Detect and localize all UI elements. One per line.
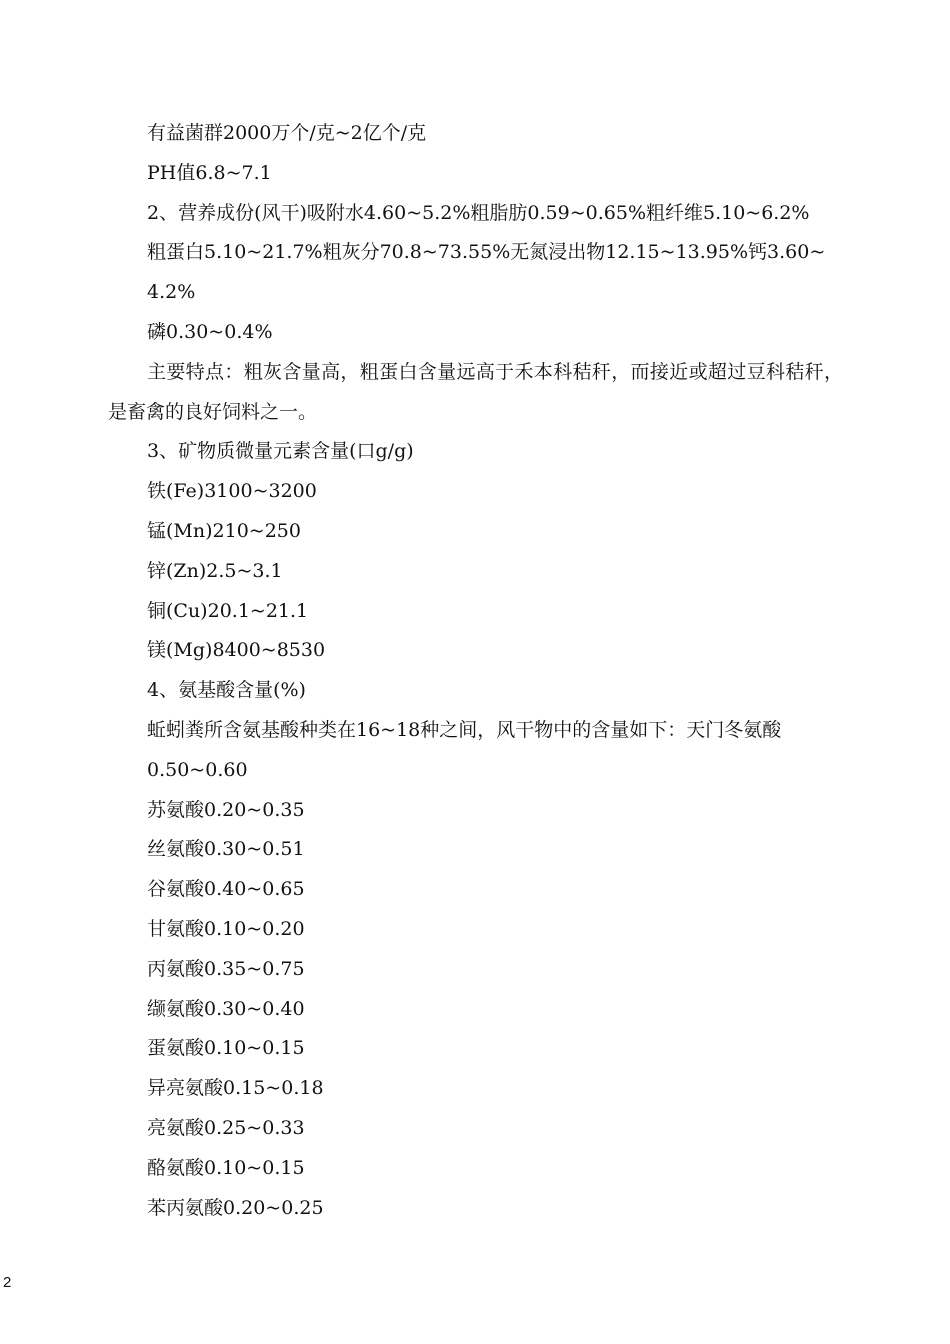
text-line: 丙氨酸0.35~0.75 xyxy=(147,957,305,980)
section-heading-amino-acids: 4、氨基酸含量(%) xyxy=(147,679,306,702)
text-line: PH值6.8~7.1 xyxy=(147,161,272,184)
text-line: 铁(Fe)3100~3200 xyxy=(147,480,317,503)
document-body xyxy=(108,114,843,1228)
text-line: 2、营养成份(风干)吸附水4.60~5.2%粗脂肪0.59~0.65%粗纤维5.10~6.2% xyxy=(147,201,810,224)
text-line: 酪氨酸0.10~0.15 xyxy=(147,1156,305,1179)
section-heading-minerals: 3、矿物质微量元素含量(口g/g) xyxy=(147,440,414,463)
text-line: 苯丙氨酸0.20~0.25 xyxy=(147,1196,324,1219)
text-line: 丝氨酸0.30~0.51 xyxy=(147,838,305,861)
text-line: 粗蛋白5.10~21.7%粗灰分70.8~73.55%无氮浸出物12.15~13.95%钙3.60~ xyxy=(147,241,826,264)
paragraph-main-features: 主要特点：粗灰含量高，粗蛋白含量远高于禾本科秸秆，而接近或超过豆科秸秆，是畜禽的良好饲料之一。 xyxy=(108,360,843,423)
text-line: 4.2% xyxy=(147,281,196,304)
text-line: 有益菌群2000万个/克~2亿个/克 xyxy=(147,122,427,144)
text-line: 甘氨酸0.10~0.20 xyxy=(147,917,305,940)
text-line: 锰(Mn)210~250 xyxy=(147,519,301,542)
text-line: 亮氨酸0.25~0.33 xyxy=(147,1116,305,1139)
text-line: 0.50~0.60 xyxy=(147,758,248,781)
page-number: 2 xyxy=(3,1274,12,1291)
text-line: 蛋氨酸0.10~0.15 xyxy=(147,1037,305,1060)
text-line: 磷0.30~0.4% xyxy=(147,320,273,343)
text-line: 镁(Mg)8400~8530 xyxy=(147,639,326,662)
text-line: 铜(Cu)20.1~21.1 xyxy=(147,599,309,622)
text-line: 苏氨酸0.20~0.35 xyxy=(147,798,305,821)
text-line: 蚯蚓粪所含氨基酸种类在16~18种之间，风干物中的含量如下：天门冬氨酸 xyxy=(147,718,782,741)
text-line: 异亮氨酸0.15~0.18 xyxy=(147,1077,324,1100)
text-line: 谷氨酸0.40~0.65 xyxy=(147,878,305,901)
text-line: 锌(Zn)2.5~3.1 xyxy=(147,559,283,582)
text-line: 缬氨酸0.30~0.40 xyxy=(147,997,305,1020)
